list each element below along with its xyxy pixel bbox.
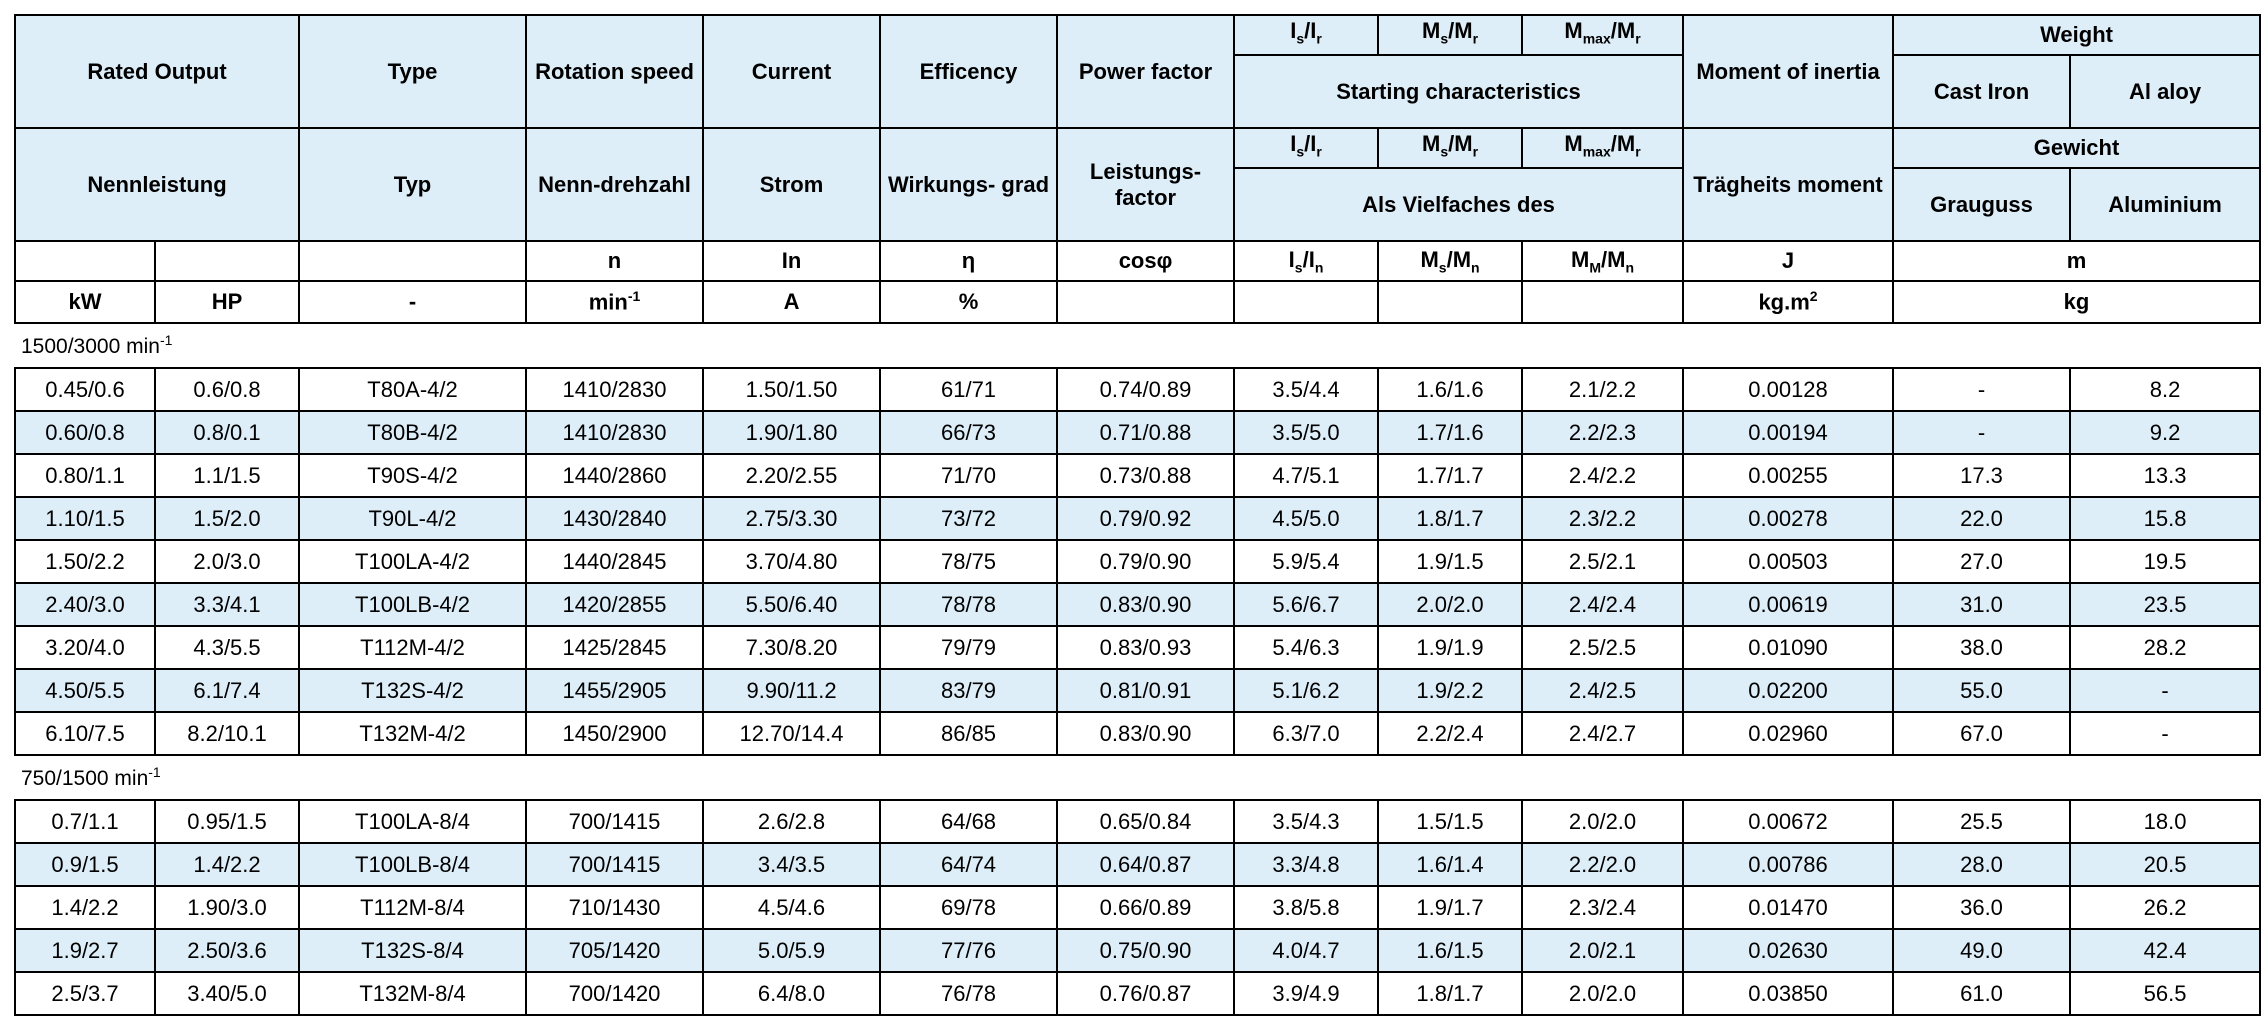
table-cell: 28.2 [2070,626,2260,669]
table-cell: 69/78 [880,886,1057,929]
table-cell: 1.7/1.7 [1378,454,1522,497]
table-cell: 8.2/10.1 [155,712,299,755]
table-cell: 2.4/2.2 [1522,454,1683,497]
strom-header: Strom [703,128,880,241]
table-cell: 61.0 [1893,972,2070,1015]
table-cell: 0.83/0.90 [1057,712,1234,755]
gewicht-header: Gewicht [1893,128,2260,168]
moment-of-inertia-header: Moment of inertia [1683,15,1893,128]
table-cell: 1.1/1.5 [155,454,299,497]
table-cell: 78/75 [880,540,1057,583]
table-cell: 0.00278 [1683,497,1893,540]
table-cell: 700/1420 [526,972,703,1015]
table-row [15,497,2260,540]
table-cell: 3.9/4.9 [1234,972,1378,1015]
table-cell: 2.20/2.55 [703,454,880,497]
table-cell: 38.0 [1893,626,2070,669]
table-cell: T100LB-4/2 [299,583,526,626]
table-cell: 1.9/2.2 [1378,669,1522,712]
nenn-drehzahl-header: Nenn-drehzahl [526,128,703,241]
table-cell: 5.9/5.4 [1234,540,1378,583]
symbol-type-blank [299,241,526,281]
table-cell: 3.3/4.8 [1234,843,1378,886]
table-cell: 0.02200 [1683,669,1893,712]
symbol-mm-mn: $M_M/M_n$ [1522,241,1683,281]
table-cell: T100LB-8/4 [299,843,526,886]
table-cell: 5.1/6.2 [1234,669,1378,712]
table-cell: 2.3/2.4 [1522,886,1683,929]
table-cell: 0.00128 [1683,368,1893,411]
motor-spec-document [14,14,2261,1016]
table-row [15,929,2260,972]
table-cell: 0.01470 [1683,886,1893,929]
unit-hp: HP [155,281,299,323]
table-row [15,411,2260,454]
table-cell: 0.60/0.8 [15,411,155,454]
section-label: 1500/3000 $\min^{-1}$ [15,323,2260,368]
table-cell: 0.65/0.84 [1057,800,1234,843]
table-row [15,886,2260,929]
table-cell: 1.6/1.5 [1378,929,1522,972]
table-cell: 2.5/2.5 [1522,626,1683,669]
table-cell: 2.2/2.4 [1378,712,1522,755]
table-cell: 0.81/0.91 [1057,669,1234,712]
table-cell: 2.75/3.30 [703,497,880,540]
table-cell: 56.5 [2070,972,2260,1015]
table-cell: 1.9/1.9 [1378,626,1522,669]
table-cell: 0.00619 [1683,583,1893,626]
table-row [15,800,2260,843]
table-cell: 4.3/5.5 [155,626,299,669]
table-cell: 27.0 [1893,540,2070,583]
table-cell: 0.00672 [1683,800,1893,843]
al-aloy-header: Al aloy [2070,55,2260,128]
table-cell: 2.1/2.2 [1522,368,1683,411]
table-cell: 1410/2830 [526,411,703,454]
table-cell: 86/85 [880,712,1057,755]
header-row-de-top [15,128,2260,168]
table-cell: 3.8/5.8 [1234,886,1378,929]
table-cell: 0.74/0.89 [1057,368,1234,411]
table-cell: 13.3 [2070,454,2260,497]
power-factor-header: Power factor [1057,15,1234,128]
symbol-is-in: $I_s/I_n$ [1234,241,1378,281]
table-cell: 3.5/5.0 [1234,411,1378,454]
nennleistung-header: Nennleistung [15,128,299,241]
table-cell: 6.10/7.5 [15,712,155,755]
table-cell: 0.00194 [1683,411,1893,454]
table-cell: 71/70 [880,454,1057,497]
table-cell: 5.6/6.7 [1234,583,1378,626]
starting-characteristics-header: Starting characteristics [1234,55,1683,128]
table-cell: 2.0/2.1 [1522,929,1683,972]
cast-iron-header: Cast Iron [1893,55,2070,128]
table-cell: 1.4/2.2 [155,843,299,886]
symbol-m: m [1893,241,2260,281]
table-cell: T132S-8/4 [299,929,526,972]
symbol-in: In [703,241,880,281]
table-cell: 1.90/1.80 [703,411,880,454]
table-cell: 2.2/2.0 [1522,843,1683,886]
table-cell: 42.4 [2070,929,2260,972]
table-cell: 9.90/11.2 [703,669,880,712]
table-cell: 1.90/3.0 [155,886,299,929]
table-cell: 6.3/7.0 [1234,712,1378,755]
table-cell: 1.5/2.0 [155,497,299,540]
table-cell: 2.4/2.4 [1522,583,1683,626]
table-cell: 61/71 [880,368,1057,411]
symbol-j: J [1683,241,1893,281]
ms-mr-header-de: $M_s/M_r$ [1378,128,1522,168]
table-cell: 9.2 [2070,411,2260,454]
table-cell: 1420/2855 [526,583,703,626]
is-ir-header-de: $I_s/I_r$ [1234,128,1378,168]
table-cell: 15.8 [2070,497,2260,540]
table-cell: 73/72 [880,497,1057,540]
unit-kg: kg [1893,281,2260,323]
table-cell: 0.73/0.88 [1057,454,1234,497]
table-row [15,712,2260,755]
motor-spec-table [14,14,2261,1016]
table-cell: 1.4/2.2 [15,886,155,929]
table-cell: 1.6/1.6 [1378,368,1522,411]
table-cell: 0.66/0.89 [1057,886,1234,929]
table-cell: 1430/2840 [526,497,703,540]
symbol-cos-phi: cosφ [1057,241,1234,281]
table-cell: 18.0 [2070,800,2260,843]
aluminium-header: Aluminium [2070,168,2260,241]
table-cell: T100LA-8/4 [299,800,526,843]
table-cell: - [2070,712,2260,755]
table-cell: 1.9/1.7 [1378,886,1522,929]
table-row [15,368,2260,411]
table-cell: 0.02960 [1683,712,1893,755]
unit-percent: % [880,281,1057,323]
table-cell: 17.3 [1893,454,2070,497]
mmax-mr-header-de: $M_{max}/M_r$ [1522,128,1683,168]
table-cell: - [1893,411,2070,454]
table-cell: 705/1420 [526,929,703,972]
table-cell: 2.0/2.0 [1522,800,1683,843]
efficiency-header: Efficency [880,15,1057,128]
table-cell: 4.7/5.1 [1234,454,1378,497]
table-cell: 76/78 [880,972,1057,1015]
table-cell: 8.2 [2070,368,2260,411]
table-cell: 4.50/5.5 [15,669,155,712]
traegheitsmoment-header: Trägheits moment [1683,128,1893,241]
table-row [15,454,2260,497]
table-cell: T80B-4/2 [299,411,526,454]
table-row [15,626,2260,669]
grauguss-header: Grauguss [1893,168,2070,241]
table-cell: 7.30/8.20 [703,626,880,669]
section-label: 750/1500 $\min^{-1}$ [15,755,2260,800]
type-header: Type [299,15,526,128]
weight-header: Weight [1893,15,2260,55]
header-row-en-top [15,15,2260,55]
table-cell: 20.5 [2070,843,2260,886]
table-cell: 1455/2905 [526,669,703,712]
table-cell: 0.7/1.1 [15,800,155,843]
table-cell: T80A-4/2 [299,368,526,411]
table-cell: 26.2 [2070,886,2260,929]
table-cell: 4.0/4.7 [1234,929,1378,972]
units-row [15,281,2260,323]
unit-kw: kW [15,281,155,323]
section-label-row [15,755,2260,800]
typ-header: Typ [299,128,526,241]
table-cell: 700/1415 [526,800,703,843]
ms-mr-header: $M_s/M_r$ [1378,15,1522,55]
table-cell: 0.45/0.6 [15,368,155,411]
symbol-kw-blank [15,241,155,281]
table-cell: 79/79 [880,626,1057,669]
wirkungsgrad-header: Wirkungs- grad [880,128,1057,241]
table-cell: 12.70/14.4 [703,712,880,755]
table-cell: 1.6/1.4 [1378,843,1522,886]
table-cell: 1.50/1.50 [703,368,880,411]
table-cell: 0.00255 [1683,454,1893,497]
table-cell: 2.3/2.2 [1522,497,1683,540]
table-row [15,540,2260,583]
table-cell: 28.0 [1893,843,2070,886]
table-cell: 2.0/3.0 [155,540,299,583]
table-cell: 1425/2845 [526,626,703,669]
table-cell: 0.03850 [1683,972,1893,1015]
table-cell: 2.6/2.8 [703,800,880,843]
table-cell: 1410/2830 [526,368,703,411]
table-cell: T100LA-4/2 [299,540,526,583]
table-cell: 2.50/3.6 [155,929,299,972]
table-cell: 64/68 [880,800,1057,843]
table-cell: 55.0 [1893,669,2070,712]
table-cell: 1.10/1.5 [15,497,155,540]
current-header: Current [703,15,880,128]
section-label-row [15,323,2260,368]
table-row [15,972,2260,1015]
table-cell: 1.8/1.7 [1378,972,1522,1015]
table-cell: 0.75/0.90 [1057,929,1234,972]
mmax-mr-header: $M_{max}/M_r$ [1522,15,1683,55]
table-cell: 0.76/0.87 [1057,972,1234,1015]
symbols-row [15,241,2260,281]
table-cell: 0.64/0.87 [1057,843,1234,886]
table-cell: 0.6/0.8 [155,368,299,411]
table-cell: 3.20/4.0 [15,626,155,669]
table-cell: 0.00503 [1683,540,1893,583]
table-cell: 3.5/4.3 [1234,800,1378,843]
table-cell: 83/79 [880,669,1057,712]
table-cell: 66/73 [880,411,1057,454]
table-cell: 0.83/0.90 [1057,583,1234,626]
table-cell: - [2070,669,2260,712]
symbol-ms-mn: $M_s/M_n$ [1378,241,1522,281]
table-cell: 49.0 [1893,929,2070,972]
table-cell: 1.5/1.5 [1378,800,1522,843]
table-cell: T112M-8/4 [299,886,526,929]
table-cell: 3.3/4.1 [155,583,299,626]
table-cell: T90L-4/2 [299,497,526,540]
table-cell: 2.2/2.3 [1522,411,1683,454]
table-cell: T132S-4/2 [299,669,526,712]
table-cell: 3.4/3.5 [703,843,880,886]
table-cell: 6.1/7.4 [155,669,299,712]
table-cell: 23.5 [2070,583,2260,626]
table-cell: 2.40/3.0 [15,583,155,626]
table-cell: 0.02630 [1683,929,1893,972]
table-cell: 1.9/2.7 [15,929,155,972]
table-cell: 1440/2845 [526,540,703,583]
table-cell: 0.95/1.5 [155,800,299,843]
table-row [15,669,2260,712]
table-row [15,583,2260,626]
table-cell: 2.4/2.7 [1522,712,1683,755]
table-cell: 1450/2900 [526,712,703,755]
unit-blank-4 [1522,281,1683,323]
unit-blank-2 [1234,281,1378,323]
table-cell: 2.0/2.0 [1378,583,1522,626]
table-cell: 64/74 [880,843,1057,886]
table-cell: 5.0/5.9 [703,929,880,972]
table-cell: 67.0 [1893,712,2070,755]
table-cell: 0.8/0.1 [155,411,299,454]
table-cell: 2.4/2.5 [1522,669,1683,712]
table-row [15,843,2260,886]
table-cell: 1.9/1.5 [1378,540,1522,583]
table-cell: 1440/2860 [526,454,703,497]
table-cell: 0.71/0.88 [1057,411,1234,454]
table-cell: 3.70/4.80 [703,540,880,583]
table-cell: 0.00786 [1683,843,1893,886]
table-cell: 0.80/1.1 [15,454,155,497]
table-cell: 1.50/2.2 [15,540,155,583]
table-cell: 0.79/0.92 [1057,497,1234,540]
symbol-eta: η [880,241,1057,281]
unit-type: - [299,281,526,323]
symbol-n: n [526,241,703,281]
table-cell: 36.0 [1893,886,2070,929]
table-cell: 22.0 [1893,497,2070,540]
table-cell: 2.5/3.7 [15,972,155,1015]
table-cell: 4.5/4.6 [703,886,880,929]
is-ir-header: $I_s/I_r$ [1234,15,1378,55]
symbol-hp-blank [155,241,299,281]
als-vielfaches-header: Als Vielfaches des [1234,168,1683,241]
table-cell: 3.40/5.0 [155,972,299,1015]
table-cell: 4.5/5.0 [1234,497,1378,540]
table-cell: 78/78 [880,583,1057,626]
rated-output-header: Rated Output [15,15,299,128]
table-cell: 700/1415 [526,843,703,886]
table-cell: 5.50/6.40 [703,583,880,626]
table-cell: 1.8/1.7 [1378,497,1522,540]
table-cell: 25.5 [1893,800,2070,843]
table-cell: 710/1430 [526,886,703,929]
table-cell: T132M-4/2 [299,712,526,755]
table-cell: 0.01090 [1683,626,1893,669]
table-cell: 77/76 [880,929,1057,972]
table-cell: 3.5/4.4 [1234,368,1378,411]
leistungsfactor-header: Leistungs- factor [1057,128,1234,241]
table-cell: 2.0/2.0 [1522,972,1683,1015]
unit-min: $\min^{-1}$ [526,281,703,323]
table-cell: 31.0 [1893,583,2070,626]
table-cell: T132M-8/4 [299,972,526,1015]
table-cell: 6.4/8.0 [703,972,880,1015]
unit-a: A [703,281,880,323]
table-cell: 19.5 [2070,540,2260,583]
table-cell: 0.9/1.5 [15,843,155,886]
table-cell: 0.79/0.90 [1057,540,1234,583]
table-cell: - [1893,368,2070,411]
table-cell: 0.83/0.93 [1057,626,1234,669]
unit-blank-3 [1378,281,1522,323]
table-cell: T90S-4/2 [299,454,526,497]
table-cell: 1.7/1.6 [1378,411,1522,454]
table-cell: T112M-4/2 [299,626,526,669]
table-cell: 5.4/6.3 [1234,626,1378,669]
rotation-speed-header: Rotation speed [526,15,703,128]
table-cell: 2.5/2.1 [1522,540,1683,583]
unit-kgm2: $kg.m^2$ [1683,281,1893,323]
unit-blank-1 [1057,281,1234,323]
